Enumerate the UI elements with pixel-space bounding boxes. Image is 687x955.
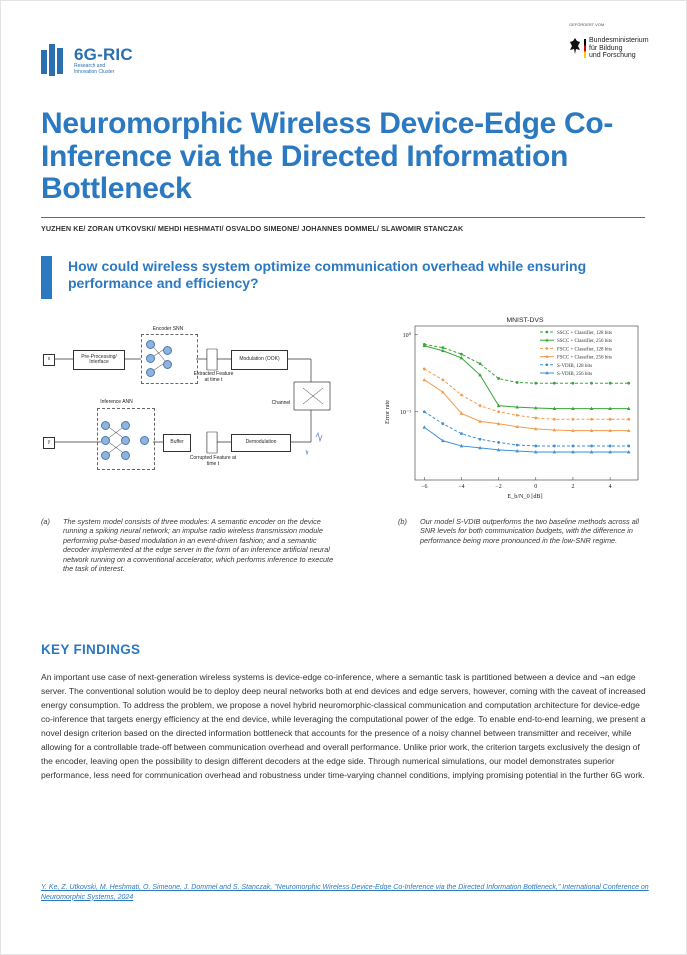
caption-b-label: (b) xyxy=(398,517,407,526)
error-rate-chart xyxy=(368,312,648,500)
snn-node xyxy=(146,368,155,377)
data-point xyxy=(423,410,426,413)
legend-entry: FSCC + Classifier, 128 bits xyxy=(557,347,612,353)
ann-node xyxy=(101,421,110,430)
data-point xyxy=(627,445,630,448)
legend-entry: SSCC + Classifier, 256 bits xyxy=(557,339,612,345)
caption-a-text: The system model consists of three modules: A semantic encoder on the device running a spiking neural network; an impulse radio wireless transmission module performing pulse-based modulation in an event-driven fashion; and a semantic decoder implemented at the edge server in the form of an inference artificial neural network running on a conventional accelerator, which performs inference to execute the task of interest. xyxy=(63,517,334,574)
logo-subtitle: Research and Innovation Cluster xyxy=(74,62,115,75)
data-point xyxy=(534,445,537,448)
output-y-box: y xyxy=(43,437,55,449)
data-point xyxy=(609,382,612,385)
corrupted-feature-label: Corrupted Feature at time t xyxy=(189,455,237,467)
data-point xyxy=(422,425,426,428)
system-model-diagram xyxy=(41,322,357,482)
x-tick-label: 0 xyxy=(534,484,538,490)
snn-node xyxy=(163,360,172,369)
series-line xyxy=(424,369,628,419)
data-point xyxy=(609,418,612,421)
encoder-label: Encoder SNN xyxy=(152,326,184,332)
key-findings-heading: KEY FINDINGS xyxy=(41,642,141,657)
channel-label: Channel xyxy=(271,400,291,406)
data-point xyxy=(497,441,500,444)
logo-title: 6G-RIC xyxy=(74,44,133,64)
data-point xyxy=(497,410,500,413)
data-point xyxy=(441,346,444,349)
legend-entry: SSCC + Classifier, 128 bits xyxy=(557,331,612,336)
chart-xlabel: E_b/N_0 [dB] xyxy=(507,493,543,500)
data-point xyxy=(516,414,519,417)
data-point xyxy=(590,418,593,421)
demodulation-block: Demodulation xyxy=(231,434,291,452)
data-point xyxy=(479,438,482,441)
ann-node xyxy=(101,436,110,445)
legend-entry: S-VDIB, 256 bits xyxy=(557,372,593,377)
data-point xyxy=(534,417,537,420)
data-point xyxy=(422,378,426,381)
y-tick-label: 10⁰ xyxy=(402,332,411,339)
data-point xyxy=(553,445,556,448)
key-findings-body: An important use case of next-generation wireless systems is device-edge co-inference, where a semantic task is partitioned between a device and ¬an edge server. The conventional solution would be to deploy deep neural networks both at end devices and edge servers, however, coming with the caveat of increased energy consumption. To address the problem, we propose a novel hybrid neuromorphic-classical communication and computation architecture for device-edge co-inference that targets energy efficiency at the end device, while leveraging the computational power of the edge. To enable end-to-end learning, we present a novel design criterion based on the directed information bottleneck that accounts for the presence of a noisy channel between transmitter and receiver, while allowing for a controllable trade-off between communication overhead and overall performance. Unlike prior work, the criterion targets exclusively the design of the encoder, leaving open the possibility to design different decoders at the edge side. Through numerical simulations, our model demonstrates superior performance, less need for communication overhead and robustness under time-varying channel conditions, implying promising potential in the further 6G work. xyxy=(41,672,646,780)
chart-ylabel: Error rate xyxy=(384,400,391,424)
data-point xyxy=(460,432,463,435)
data-point xyxy=(460,394,463,397)
caption-a-label: (a) xyxy=(41,517,50,526)
ann-node xyxy=(121,436,130,445)
legend-entry: FSCC + Classifier, 256 bits xyxy=(557,355,612,361)
citation-link[interactable]: Y. Ke, Z. Utkovski, M. Heshmati, O. Simeone, J. Dommel and S. Stanczak, "Neuromorphic Wireless Device-Edge Co-Inference via the Directed Information Bottleneck," International Conference on Neuromorphic Systems, 2024 xyxy=(41,884,649,901)
series-line xyxy=(424,412,628,446)
data-point xyxy=(590,382,593,385)
x-tick-label: −4 xyxy=(458,484,465,490)
data-point xyxy=(627,418,630,421)
title-divider xyxy=(41,217,645,218)
buffer-block: Buffer xyxy=(163,434,191,452)
y-tick-label: 10⁻¹ xyxy=(400,409,411,416)
author-list: YUZHEN KE/ ZORAN UTKOVSKI/ MEHDI HESHMATI/ OSVALDO SIMEONE/ JOHANNES DOMMEL/ SLAWOMIR STANCZAK xyxy=(41,224,464,233)
data-point xyxy=(423,368,426,371)
data-point xyxy=(516,444,519,447)
data-point xyxy=(572,418,575,421)
caption-a xyxy=(41,517,341,573)
data-point xyxy=(441,378,444,381)
extracted-feature-label: Extracted Feature at time t xyxy=(193,371,234,383)
caption-b-text: Our model S-VDIB outperforms the two baseline methods across all SNR levels for both communication budgets, with the difference in performance being more pronounced in the low-SNR regime. xyxy=(420,517,640,545)
funder-name-line: und Forschung xyxy=(589,52,636,59)
snn-node xyxy=(146,340,155,349)
legend-marker xyxy=(546,347,549,350)
x-tick-label: 4 xyxy=(608,484,612,490)
funder-name-line: für Bildung xyxy=(589,44,623,52)
funder-logo xyxy=(569,22,654,60)
legend-marker xyxy=(546,364,549,367)
logo-6g-ric[interactable] xyxy=(41,42,133,78)
data-point xyxy=(590,445,593,448)
data-point xyxy=(553,382,556,385)
data-point xyxy=(479,404,482,407)
data-point xyxy=(534,382,537,385)
ann-node xyxy=(101,451,110,460)
federal-eagle-icon xyxy=(569,37,581,55)
funder-name-line: Bundesministerium xyxy=(589,37,649,44)
data-point xyxy=(609,445,612,448)
preprocessing-block: Pre-Processing/ Interface xyxy=(73,350,125,370)
modulation-block: Modulation (OOK) xyxy=(231,350,288,370)
snn-node xyxy=(163,346,172,355)
research-question: How could wireless system optimize communication overhead while ensuring performance and efficiency? xyxy=(68,258,587,291)
legend-marker xyxy=(546,331,549,334)
logo-mark-icon xyxy=(41,42,67,78)
series-line xyxy=(424,380,628,431)
data-point xyxy=(627,382,630,385)
caption-b xyxy=(398,517,652,545)
data-point xyxy=(497,377,500,380)
inference-label: Inference ANN xyxy=(100,399,133,405)
flag-bar xyxy=(584,39,586,58)
x-tick-label: 2 xyxy=(571,484,575,490)
data-point xyxy=(516,381,519,384)
legend-entry: S-VDIB, 128 bits xyxy=(557,363,593,369)
ann-node xyxy=(121,421,130,430)
chart-title: MNIST-DVS xyxy=(506,317,544,324)
x-tick-label: −2 xyxy=(495,484,502,490)
paper-title: Neuromorphic Wireless Device-Edge Co-Inference via the Directed Information Bottleneck xyxy=(41,107,614,205)
data-point xyxy=(441,422,444,425)
data-point xyxy=(479,362,482,365)
ann-node xyxy=(121,451,130,460)
data-point xyxy=(572,445,575,448)
snn-node xyxy=(146,354,155,363)
data-point xyxy=(572,382,575,385)
x-tick-label: −6 xyxy=(421,484,428,490)
question-accent-bar xyxy=(41,256,52,299)
data-point xyxy=(553,418,556,421)
data-point xyxy=(460,353,463,356)
ann-node xyxy=(140,436,149,445)
input-x-box: x xyxy=(43,354,55,366)
funder-note: GEFÖRDERT VOM xyxy=(569,22,605,27)
